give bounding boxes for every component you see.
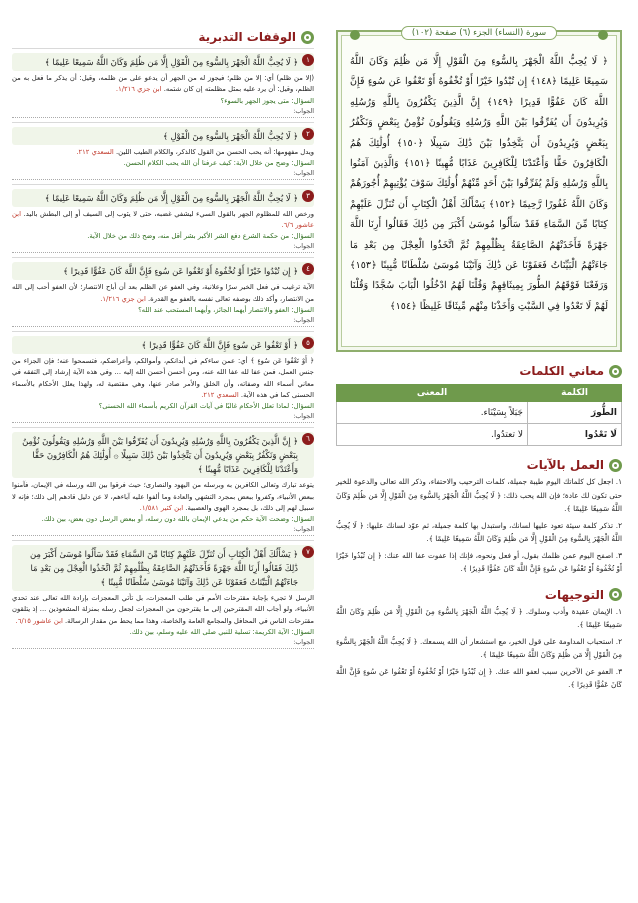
stops-title: الوقفات التدبرية	[198, 30, 296, 44]
word-cell: الطُّورَ	[528, 402, 622, 424]
target-icon	[609, 365, 622, 378]
card-answer-label: الجواب:	[12, 169, 314, 180]
card-question: السؤال: لماذا تعلل الأحكام غالبًا في آيات القرآن الكريم بأسماء الله الحسنى؟	[98, 402, 314, 411]
target-icon	[609, 588, 622, 601]
card-question: السؤال: من حكمة الشرع دفع الشر الأكبر بشر أقل منه، وضح ذلك من خلال الآية.	[87, 232, 314, 241]
card-body	[12, 147, 314, 158]
card-number: ٣	[302, 190, 314, 202]
mushaf-inner-frame	[341, 28, 617, 347]
card-text: ﴿ أَوْ تَعْفُوا عَن سُوءٍ ﴾ أي: عمن ساءكم في أبدانكم، وأموالكم، وأعراضكم، فتسمحوا عنه؛ فإن الجزاء من جنس العمل، فمن عفا لله عفا الله عنه، ومن أحسن أحسن الله إليه ... وفي هذه الآية إرشاد إلى التفقه في معاني أسماء الله وصفاته، وأن الخلق والأمر صادر عنها، وهي مقتضية له، ولهذا يعلل الأحكام بالأسماء الحسنى كما في هذه الآية.	[12, 357, 314, 399]
apply-section-title	[336, 458, 622, 472]
stop-card	[12, 331, 314, 427]
stop-card	[12, 540, 314, 653]
advice-section-title	[336, 588, 622, 602]
card-text: ويدل مفهومها: أنه يحب الحسن من القول كالذكر، والكلام الطيب اللين.	[115, 147, 314, 156]
stop-card	[12, 427, 314, 540]
list-item: ١. الإيمان عقيدة وأدب وسلوك. ﴿ لَا يُحِبُّ اللَّهُ الْجَهْرَ بِالسُّوءِ مِنَ الْقَوْلِ إِلَّا مَن ظُلِمَ وَكَانَ اللَّهُ سَمِيعًا عَلِيمًا ﴾.	[336, 606, 622, 629]
mushaf-header: سورة (النساء) الجزء (٦) صفحة (١٠٢)	[401, 26, 557, 40]
mushaf-text: ﴿ لَا يُحِبُّ اللَّهُ الْجَهْرَ بِالسُّوءِ مِنَ الْقَوْلِ إِلَّا مَن ظُلِمَ وَكَانَ اللَّهُ سَمِيعًا عَلِيمًا ﴿١٤٨﴾ إِن تُبْدُوا خَيْرًا أَوْ تُخْفُوهُ أَوْ تَعْفُوا عَن سُوءٍ فَإِنَّ اللَّهَ كَانَ عَفُوًّا قَدِيرًا ﴿١٤٩﴾ إِنَّ الَّذِينَ يَكْفُرُونَ بِاللَّهِ وَرُسُلِهِ وَيُرِيدُونَ أَن يُفَرِّقُوا بَيْنَ اللَّهِ وَرُسُلِهِ وَيَقُولُونَ نُؤْمِنُ بِبَعْضٍ وَنَكْفُرُ بِبَعْضٍ وَيُرِيدُونَ أَن يَتَّخِذُوا بَيْنَ ذَٰلِكَ سَبِيلًا ﴿١٥٠﴾ أُولَٰئِكَ هُمُ الْكَافِرُونَ حَقًّا وَأَعْتَدْنَا لِلْكَافِرِينَ عَذَابًا مُّهِينًا ﴿١٥١﴾ وَالَّذِينَ آمَنُوا بِاللَّهِ وَرُسُلِهِ وَلَمْ يُفَرِّقُوا بَيْنَ أَحَدٍ مِّنْهُمْ أُولَٰئِكَ سَوْفَ يُؤْتِيهِمْ أُجُورَهُمْ وَكَانَ اللَّهُ غَفُورًا رَّحِيمًا ﴿١٥٢﴾ يَسْأَلُكَ أَهْلُ الْكِتَابِ أَن تُنَزِّلَ عَلَيْهِمْ كِتَابًا مِّنَ السَّمَاءِ فَقَدْ سَأَلُوا مُوسَىٰ أَكْبَرَ مِن ذَٰلِكَ فَقَالُوا أَرِنَا اللَّهَ جَهْرَةً فَأَخَذَتْهُمُ الصَّاعِقَةُ بِظُلْمِهِمْ ثُمَّ اتَّخَذُوا الْعِجْلَ مِن بَعْدِ مَا جَاءَتْهُمُ الْبَيِّنَاتُ فَعَفَوْنَا عَن ذَٰلِكَ وَآتَيْنَا مُوسَىٰ سُلْطَانًا مُّبِينًا ﴿١٥٣﴾ وَرَفَعْنَا فَوْقَهُمُ الطُّورَ بِمِيثَاقِهِمْ وَقُلْنَا لَهُمُ ادْخُلُوا الْبَابَ سُجَّدًا وَقُلْنَا لَهُمْ لَا تَعْدُوا فِي السَّبْتِ وَأَخَذْنَا مِنْهُم مِّيثَاقًا غَلِيظًا ﴿١٥٤﴾	[350, 56, 608, 312]
col-word: الكلمة	[528, 385, 622, 402]
table-row	[337, 402, 622, 424]
card-text: يتوعد تبارك وتعالى الكافرين به وبرسله من اليهود والنصارى؛ حيث فرقوا بين الله ورسله في الإيمان، فآمنوا ببعض الأنبياء، وكفروا ببعض بمجرد التشهي والعادة وما ألفوا عليه آباءهم، لا عن دليل قادهم إلى ذلك؛ فإنه لا سبيل لهم إلى ذلك، بل بمجرد الهوى والعصبية.	[12, 481, 314, 512]
card-source: السعدي ٢١٢.	[201, 390, 239, 399]
card-source: ابن عاشور ٦/٦.	[12, 209, 314, 230]
card-number: ٧	[302, 546, 314, 558]
card-ayah: ﴿ لَا يُحِبُّ اللَّهُ الْجَهْرَ بِالسُّوءِ مِنَ الْقَوْلِ إِلَّا مَن ظُلِمَ وَكَانَ اللَّهُ سَمِيعًا عَلِيمًا ﴾	[12, 189, 314, 207]
card-body	[12, 282, 314, 305]
advice-title: التوجيهات	[544, 587, 604, 602]
card-question: السؤال: متى يجوز الجهر بالسوء؟	[220, 96, 314, 105]
words-table	[336, 384, 622, 446]
card-ayah: ﴿ إِن تُبْدُوا خَيْرًا أَوْ تُخْفُوهُ أَوْ تَعْفُوا عَن سُوءٍ فَإِنَّ اللَّهَ كَانَ عَفُوًّا قَدِيرًا ﴾	[12, 262, 314, 280]
words-title: معاني الكلمات	[519, 364, 604, 378]
meaning-cell: جَبَلاً بِسَيْنَاء.	[337, 402, 528, 424]
card-answer-label: الجواب:	[12, 107, 314, 118]
card-question: السؤال: العفو والانتصار أيهما الجائز، وأيهما المستحب عند الله؟	[138, 306, 314, 315]
card-body	[12, 356, 314, 401]
stop-card	[12, 184, 314, 258]
list-item: ٣. العفو عن الآخرين سبب لعفو الله عنك. ﴿ إِن تُبْدُوا خَيْرًا أَوْ تُخْفُوهُ أَوْ تَعْفُوا عَن سُوءٍ فَإِنَّ اللَّهَ كَانَ عَفُوًّا قَدِيرًا ﴾.	[336, 666, 622, 689]
list-item: ٢. استحباب المداومة على قول الخير، مع استشعار أن الله يسمعك. ﴿ لَا يُحِبُّ اللَّهُ الْجَهْرَ بِالسُّوءِ مِنَ الْقَوْلِ إِلَّا مَن ظُلِمَ وَكَانَ اللَّهُ سَمِيعًا عَلِيمًا ﴾.	[336, 636, 622, 659]
target-icon	[301, 31, 314, 44]
target-icon	[609, 459, 622, 472]
list-item: ١. اجعل كل كلماتك اليوم طيبة جميلة، كلمات الترحيب والاحتفاء، وذكر الله تعالى والدعوة للخير حتى تكون لك عادة؛ فإن الله يحب ذلك: ﴿ لَا يُحِبُّ اللَّهُ الْجَهْرَ بِالسُّوءِ مِنَ الْقَوْلِ إِلَّا مَن ظُلِمَ وَكَانَ اللَّهُ سَمِيعًا عَلِيمًا ﴾.	[336, 477, 622, 513]
card-question: السؤال: الآية الكريمة: تسلية للنبي صلى الله عليه وسلم، بين ذلك.	[129, 628, 314, 637]
card-question: السؤال: وضح من خلال الآية: كيف عرفنا أن الله يحب الكلام الحسن.	[123, 158, 314, 167]
meaning-cell: لا تعتدُوا.	[337, 424, 528, 446]
mushaf-frame	[336, 30, 622, 352]
card-number: ٤	[302, 263, 314, 275]
stops-section-title	[12, 30, 314, 44]
table-row	[337, 424, 622, 446]
card-ayah: ﴿ لَا يُحِبُّ اللَّهُ الْجَهْرَ بِالسُّوءِ مِنَ الْقَوْلِ ﴾	[12, 127, 314, 145]
card-body	[12, 73, 314, 96]
apply-list	[336, 475, 622, 576]
list-item: ٢. تذكر كلمة سيئة تعود عليها لسانك، واستبدل بها كلمة جميلة، ثم عوّد لسانك عليها: ﴿ لَا يُحِبُّ اللَّهُ الْجَهْرَ بِالسُّوءِ مِنَ الْقَوْلِ إِلَّا مَن ظُلِمَ وَكَانَ اللَّهُ سَمِيعًا عَلِيمًا ﴾.	[336, 520, 622, 543]
card-number: ١	[302, 54, 314, 66]
card-question: السؤال: وضحت الآية حكم من يدعي الإيمان بالله دون رسله، أو ببعض الرسل دون بعض، بين ذلك.	[41, 515, 314, 524]
col-meaning: المعنى	[337, 385, 528, 402]
card-ayah: ﴿ لَا يُحِبُّ اللَّهُ الْجَهْرَ بِالسُّوءِ مِنَ الْقَوْلِ إِلَّا مَن ظُلِمَ وَكَانَ اللَّهُ سَمِيعًا عَلِيمًا ﴾	[12, 53, 314, 71]
card-answer-label: الجواب:	[12, 638, 314, 649]
stop-card	[12, 257, 314, 331]
card-ayah: ﴿ أَوْ تَعْفُوا عَن سُوءٍ فَإِنَّ اللَّهَ كَانَ عَفُوًّا قَدِيرًا ﴾	[12, 336, 314, 354]
card-text: (إلا من ظلم) أي: إلا من ظلم؛ فيجوز له من الجهر أن يدعو على من ظلمه، وقيل: أن يذكر ما فعل به من الظلم، وقيل: أن يرد عليه بمثل مظلمته إن كان شتمه.	[12, 74, 314, 94]
card-number: ٢	[302, 128, 314, 140]
card-body	[12, 480, 314, 514]
words-table-header	[337, 385, 622, 402]
card-ayah: ﴿ يَسْأَلُكَ أَهْلُ الْكِتَابِ أَن تُنَزِّلَ عَلَيْهِمْ كِتَابًا مِّنَ السَّمَاءِ فَقَدْ سَأَلُوا مُوسَىٰ أَكْبَرَ مِن ذَٰلِكَ فَقَالُوا أَرِنَا اللَّهَ جَهْرَةً فَأَخَذَتْهُمُ الصَّاعِقَةُ بِظُلْمِهِمْ ثُمَّ اتَّخَذُوا الْعِجْلَ مِن بَعْدِ مَا جَاءَتْهُمُ الْبَيِّنَاتُ فَعَفَوْنَا عَن ذَٰلِكَ وَآتَيْنَا مُوسَىٰ سُلْطَانًا مُّبِينًا ﴾	[12, 545, 314, 591]
card-text: الرسل لا تجيء بإجابة مقترحات الأمم في طلب المعجزات، بل تأتي المعجزات بإرادة الله تعالى عند تحدي الأنبياء، ولو أجاب الله المقترحين إلى ما يقترحون من المعجزات لجعل رسله بمنزلة المشعوذين ... إذ يتلقون مقترحات الناس في المحافل والمجامع العامة والخاصة، وهذا مما يحط من مقدار الرسالة.	[12, 594, 314, 625]
ornament-icon	[350, 30, 360, 40]
card-source: السعدي ٢١٢.	[76, 147, 114, 156]
card-text: ورخص الله للمظلوم الجهر بالقول السيء ليشفي غضبه، حتى لا يثوب إلى السيف أو إلى البطش باليد.	[23, 209, 314, 218]
stop-card	[12, 48, 314, 122]
left-column	[12, 30, 314, 653]
word-cell: لَا تَعْدُوا	[528, 424, 622, 446]
card-source: ابن جزي ١/٢١٦.	[100, 294, 146, 303]
list-item: ٣. اصفح اليوم عمن ظلمك بقول، أو فعل ونحوه، فإنك إذا عفوت عفا الله عنك: ﴿ إِن تُبْدُوا خَيْرًا أَوْ تُخْفُوهُ أَوْ تَعْفُوا عَن سُوءٍ فَإِنَّ اللَّهَ كَانَ عَفُوًّا قَدِيرًا ﴾.	[336, 550, 622, 573]
card-answer-label: الجواب:	[12, 316, 314, 327]
card-answer-label: الجواب:	[12, 525, 314, 536]
card-source: ابن جزي ١/٢١٦.	[115, 85, 162, 94]
words-section-title	[336, 364, 622, 378]
card-answer-label: الجواب:	[12, 242, 314, 253]
card-source: ابن كثير ١/٥٨١.	[139, 503, 184, 512]
right-column	[336, 30, 622, 692]
card-text: الآية ترغيب في فعل الخير سرًا وعلانية، وفي العفو عن الظلم بعد أن أباح الانتصار؛ لأن العفو أحب إلى الله من الانتصار، وأكد ذلك بوصفه تعالى نفسه بالعفو مع القدرة.	[12, 283, 314, 303]
card-answer-label: الجواب:	[12, 412, 314, 423]
card-body	[12, 593, 314, 627]
stop-card	[12, 122, 314, 184]
advice-list	[336, 605, 622, 692]
ornament-icon	[598, 30, 608, 40]
card-number: ٥	[302, 337, 314, 349]
card-ayah: ﴿ إِنَّ الَّذِينَ يَكْفُرُونَ بِاللَّهِ وَرُسُلِهِ وَيُرِيدُونَ أَن يُفَرِّقُوا بَيْنَ اللَّهِ وَرُسُلِهِ وَيَقُولُونَ نُؤْمِنُ بِبَعْضٍ وَنَكْفُرُ بِبَعْضٍ وَيُرِيدُونَ أَن يَتَّخِذُوا بَيْنَ ذَٰلِكَ سَبِيلًا ۞ أُولَٰئِكَ هُمُ الْكَافِرُونَ حَقًّا وَأَعْتَدْنَا لِلْكَافِرِينَ عَذَابًا مُّهِينًا ﴾	[12, 432, 314, 478]
card-body	[12, 209, 314, 232]
card-number: ٦	[302, 433, 314, 445]
card-source: ابن عاشور ٦/١٥.	[15, 616, 63, 625]
apply-title: العمل بالآيات	[526, 458, 604, 472]
